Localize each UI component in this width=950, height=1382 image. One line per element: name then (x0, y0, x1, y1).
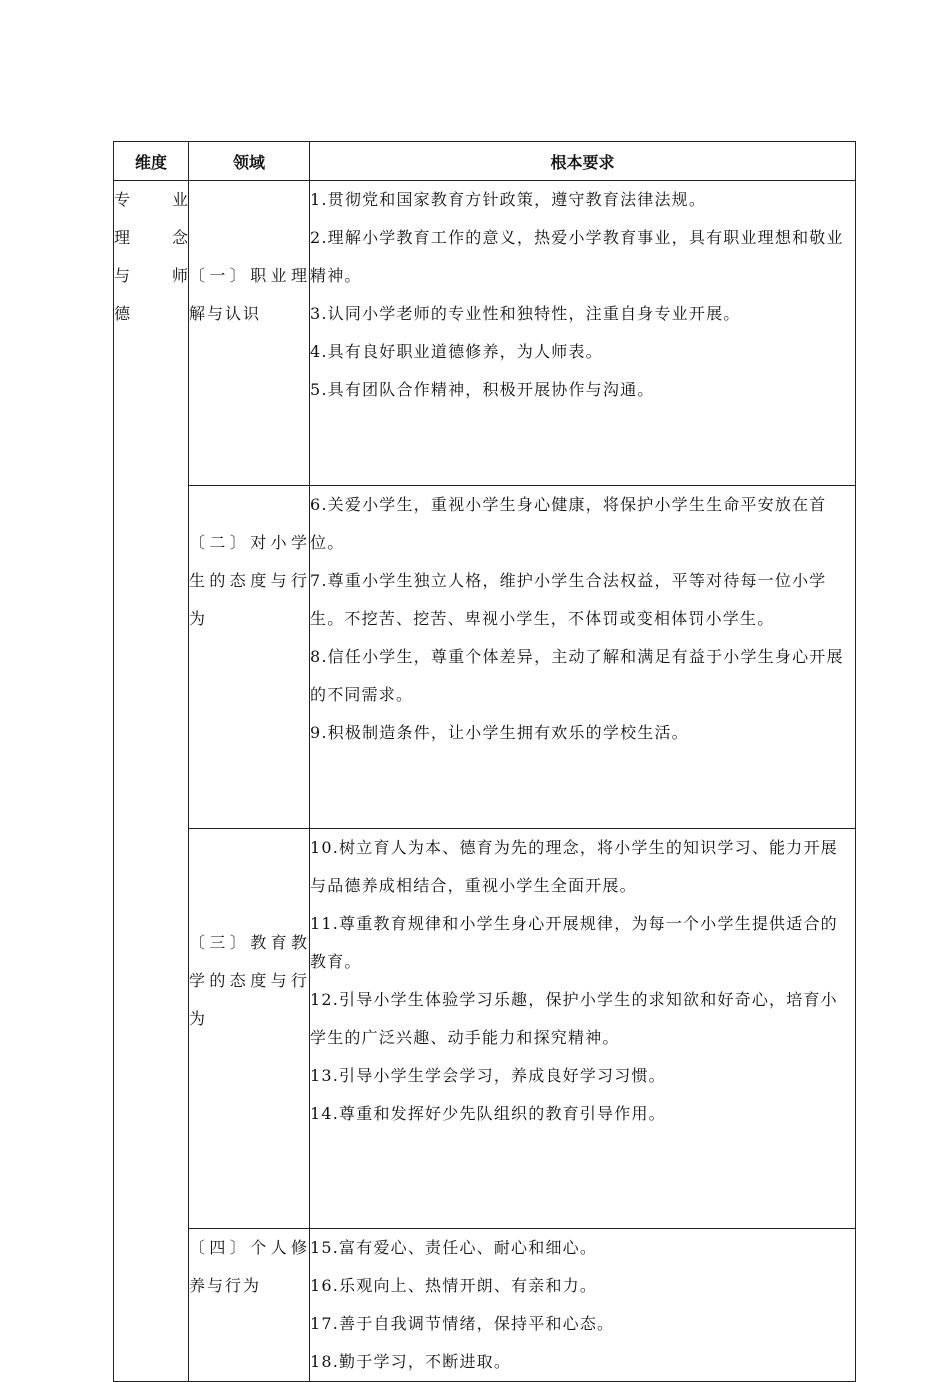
header-requirements: 根本要求 (310, 142, 856, 181)
requirement-item: 9.积极制造条件，让小学生拥有欢乐的学校生活。 (310, 723, 689, 742)
dimension-char: 与 (114, 266, 131, 285)
section-row-4 (114, 1229, 856, 1382)
dimension-char: 念 (171, 228, 188, 247)
section-row-1 (114, 181, 856, 486)
field-cell-3: 〔三〕教育教学的态度与行为 (189, 829, 310, 1229)
requirements-cell-4 (310, 1229, 856, 1382)
dimension-char: 专 (114, 190, 131, 209)
requirement-item: 7.尊重小学生独立人格，维护小学生合法权益，平等对待每一位小学生。不挖苦、挖苦、卑视小学生，不体罚或变相体罚小学生。 (310, 571, 827, 628)
dimension-line (114, 257, 188, 295)
requirements-cell-2 (310, 486, 856, 829)
dimension-char: 业 (171, 190, 188, 209)
field-cell-1: 〔一〕职业理解与认识 (189, 181, 310, 486)
requirement-item: 3.认同小学老师的专业性和独特性，注重自身专业开展。 (310, 304, 741, 323)
requirement-item: 18.勤于学习，不断进取。 (310, 1352, 512, 1371)
standards-table (113, 141, 856, 1382)
field-cell-4: 〔四〕个人修养与行为 (189, 1229, 310, 1382)
requirements-cell-1 (310, 181, 856, 486)
requirements-cell-3 (310, 829, 856, 1229)
dimension-char: 理 (114, 228, 131, 247)
requirement-item: 10.树立育人为本、德育为先的理念，将小学生的知识学习、能力开展与品德养成相结合，重视小学生全面开展。 (310, 838, 838, 895)
header-dimension: 维度 (114, 142, 189, 181)
requirement-item: 8.信任小学生，尊重个体差异，主动了解和满足有益于小学生身心开展的不同需求。 (310, 647, 844, 704)
requirement-item: 12.引导小学生体验学习乐趣，保护小学生的求知欲和好奇心，培育小学生的广泛兴趣、动手能力和探究精神。 (310, 990, 838, 1047)
field-cell-2: 〔二〕对小学生的态度与行为 (189, 486, 310, 829)
header-row (114, 142, 856, 181)
dimension-line (114, 181, 188, 219)
requirement-item: 16.乐观向上、热情开朗、有亲和力。 (310, 1276, 598, 1295)
dimension-char: 德 (114, 304, 131, 323)
requirement-item: 4.具有良好职业道德修养，为人师表。 (310, 342, 603, 361)
requirement-item: 2.理解小学教育工作的意义，热爱小学教育事业，具有职业理想和敬业精神。 (310, 228, 844, 285)
requirement-item: 5.具有团队合作精神，积极开展协作与沟通。 (310, 380, 655, 399)
section-row-2 (114, 486, 856, 829)
requirement-item: 1.贯彻党和国家教育方针政策，遵守教育法律法规。 (310, 190, 707, 209)
requirement-item: 11.尊重教育规律和小学生身心开展规律，为每一个小学生提供适合的教育。 (310, 914, 838, 971)
dimension-char: 师 (171, 266, 188, 285)
requirement-item: 6.关爱小学生，重视小学生身心健康，将保护小学生生命平安放在首位。 (310, 495, 827, 552)
dimension-line (114, 295, 188, 333)
header-field: 领域 (189, 142, 310, 181)
dimension-cell (114, 181, 189, 1382)
requirement-item: 15.富有爱心、责任心、耐心和细心。 (310, 1238, 598, 1257)
section-row-3 (114, 829, 856, 1229)
requirement-item: 13.引导小学生学会学习，养成良好学习习惯。 (310, 1066, 666, 1085)
dimension-line (114, 219, 188, 257)
requirement-item: 17.善于自我调节情绪，保持平和心态。 (310, 1314, 615, 1333)
requirement-item: 14.尊重和发挥好少先队组织的教育引导作用。 (310, 1104, 666, 1123)
